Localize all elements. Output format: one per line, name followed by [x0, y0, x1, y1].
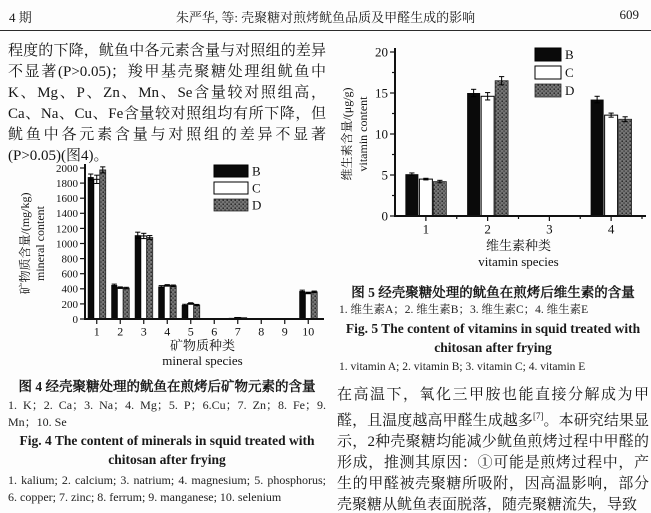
bars	[405, 81, 631, 216]
svg-text:2000: 2000	[56, 162, 78, 175]
svg-text:1000: 1000	[56, 238, 78, 251]
svg-text:4: 4	[164, 324, 171, 339]
svg-text:9: 9	[281, 324, 288, 339]
paragraph-text-post: 。本研究结果显示，2种壳聚糖均能减少鱿鱼煎烤过程中甲醛的形成，推测其原因：①可能是煎烤过程中，产生的甲醛被壳聚糖所吸附，因高温影响，部分壳聚糖从鱿鱼表面脱落，随壳聚糖流失，导致	[337, 413, 649, 513]
fig4-caption-english-line2: chitosan after frying	[108, 452, 226, 467]
fig5-legend-items-english: 1. vitamin A; 2. vitamin B; 3. vitamin C; 4. vitamin E	[339, 361, 586, 373]
fig4-legend-items-chinese: 1. K；2. Ca；3. Na；4. Mg；5. P；6.Cu；7. Zn；8. Fe；9. Mn；10. Se	[8, 398, 326, 429]
svg-text:矿物质种类: 矿物质种类	[169, 338, 236, 353]
svg-text:10: 10	[302, 324, 315, 339]
svg-text:1600: 1600	[56, 193, 78, 206]
svg-text:B: B	[565, 47, 574, 63]
svg-text:0: 0	[72, 313, 78, 326]
svg-text:6: 6	[211, 324, 218, 339]
svg-text:C: C	[565, 65, 574, 81]
svg-text:15: 15	[375, 85, 388, 101]
svg-text:1400: 1400	[56, 208, 78, 221]
fig5-vitamins-bar-chart	[337, 40, 651, 273]
chart-legend	[214, 164, 261, 213]
svg-text:2: 2	[117, 324, 124, 339]
svg-text:mineral species: mineral species	[162, 353, 243, 368]
svg-text:200: 200	[61, 298, 78, 311]
svg-text:矿物质含量/(mg/kg): 矿物质含量/(mg/kg)	[18, 192, 32, 295]
svg-text:800: 800	[61, 253, 78, 266]
fig5-caption-chinese: 图 5 经壳聚糖处理的鱿鱼在煎烤后维生素的含量	[351, 285, 635, 300]
svg-text:1: 1	[93, 324, 100, 339]
svg-text:维生素含量/(μg/g): 维生素含量/(μg/g)	[340, 87, 354, 181]
svg-text:7: 7	[234, 324, 241, 339]
svg-text:2: 2	[484, 221, 491, 237]
fig5-caption-english-line1: Fig. 5 The content of vitamins in squid treated with	[345, 321, 641, 336]
fig4-legend-items-english: 1. kalium; 2. calcium; 3. natrium; 4. magnesium; 5. phosphorus; 6. copper; 7. zinc; 8. ferrum; 9. manganese; 10. selenium	[8, 473, 326, 504]
svg-text:维生素种类: 维生素种类	[485, 238, 552, 253]
paragraph-text-pre: 在高温下，氧化三甲胺也能直接分解成为甲醛，且温度越高甲醛生成越多	[337, 387, 649, 429]
svg-text:3: 3	[546, 221, 553, 237]
citation-superscript: [7]	[532, 411, 544, 421]
svg-text:vitamin species: vitamin species	[478, 254, 559, 269]
fig4-caption-chinese: 图 4 经壳聚糖处理的鱿鱼在煎烤后矿物元素的含量	[18, 379, 316, 394]
header-running-title: 朱严华, 等: 壳聚糖对煎烤鱿鱼品质及甲醛生成的影响	[175, 10, 476, 25]
svg-text:20: 20	[375, 44, 388, 60]
svg-text:vitamin content: vitamin content	[356, 96, 370, 172]
bars	[88, 170, 318, 319]
svg-text:4: 4	[607, 221, 615, 237]
chart-legend	[535, 47, 574, 98]
svg-text:10: 10	[375, 126, 388, 142]
svg-text:400: 400	[61, 283, 78, 296]
svg-text:0: 0	[381, 208, 388, 224]
fig4-minerals-bar-chart	[18, 159, 330, 368]
svg-text:mineral content: mineral content	[33, 206, 47, 281]
fig4-caption-english-line1: Fig. 4 The content of minerals in squid treated with	[19, 433, 315, 448]
svg-text:8: 8	[258, 324, 265, 339]
svg-text:B: B	[252, 163, 261, 179]
svg-text:C: C	[252, 180, 261, 196]
svg-text:1: 1	[422, 221, 430, 237]
svg-text:D: D	[565, 83, 575, 99]
svg-text:600: 600	[61, 268, 78, 281]
svg-text:5: 5	[187, 324, 194, 339]
svg-text:3: 3	[140, 324, 147, 339]
right-column-paragraph	[337, 385, 649, 513]
svg-text:1200: 1200	[56, 223, 78, 236]
header-issue-number: 4 期	[9, 10, 32, 25]
svg-text:5: 5	[381, 167, 388, 183]
svg-text:D: D	[252, 197, 262, 213]
header-rule	[0, 30, 651, 31]
fig5-caption-english-line2: chitosan after frying	[434, 340, 552, 355]
left-column-paragraph: 程度的下降，鱿鱼中各元素含量与对照组的差异不显著(P>0.05)；羧甲基壳聚糖处理组鱿鱼中K、Mg、P、Zn、Mn、Se含量较对照组高，Ca、Na、Cu、Fe含量较对照组均有所下降，但鱿鱼中各元素含量与对照组的差异不显著(P>0.05)(图4)。	[8, 43, 326, 164]
fig5-legend-items-chinese: 1. 维生素A；2. 维生素B；3. 维生素C；4. 维生素E	[339, 304, 589, 316]
header-page-number: 609	[619, 7, 639, 22]
error-bars	[88, 167, 317, 306]
svg-text:1800: 1800	[56, 177, 78, 190]
